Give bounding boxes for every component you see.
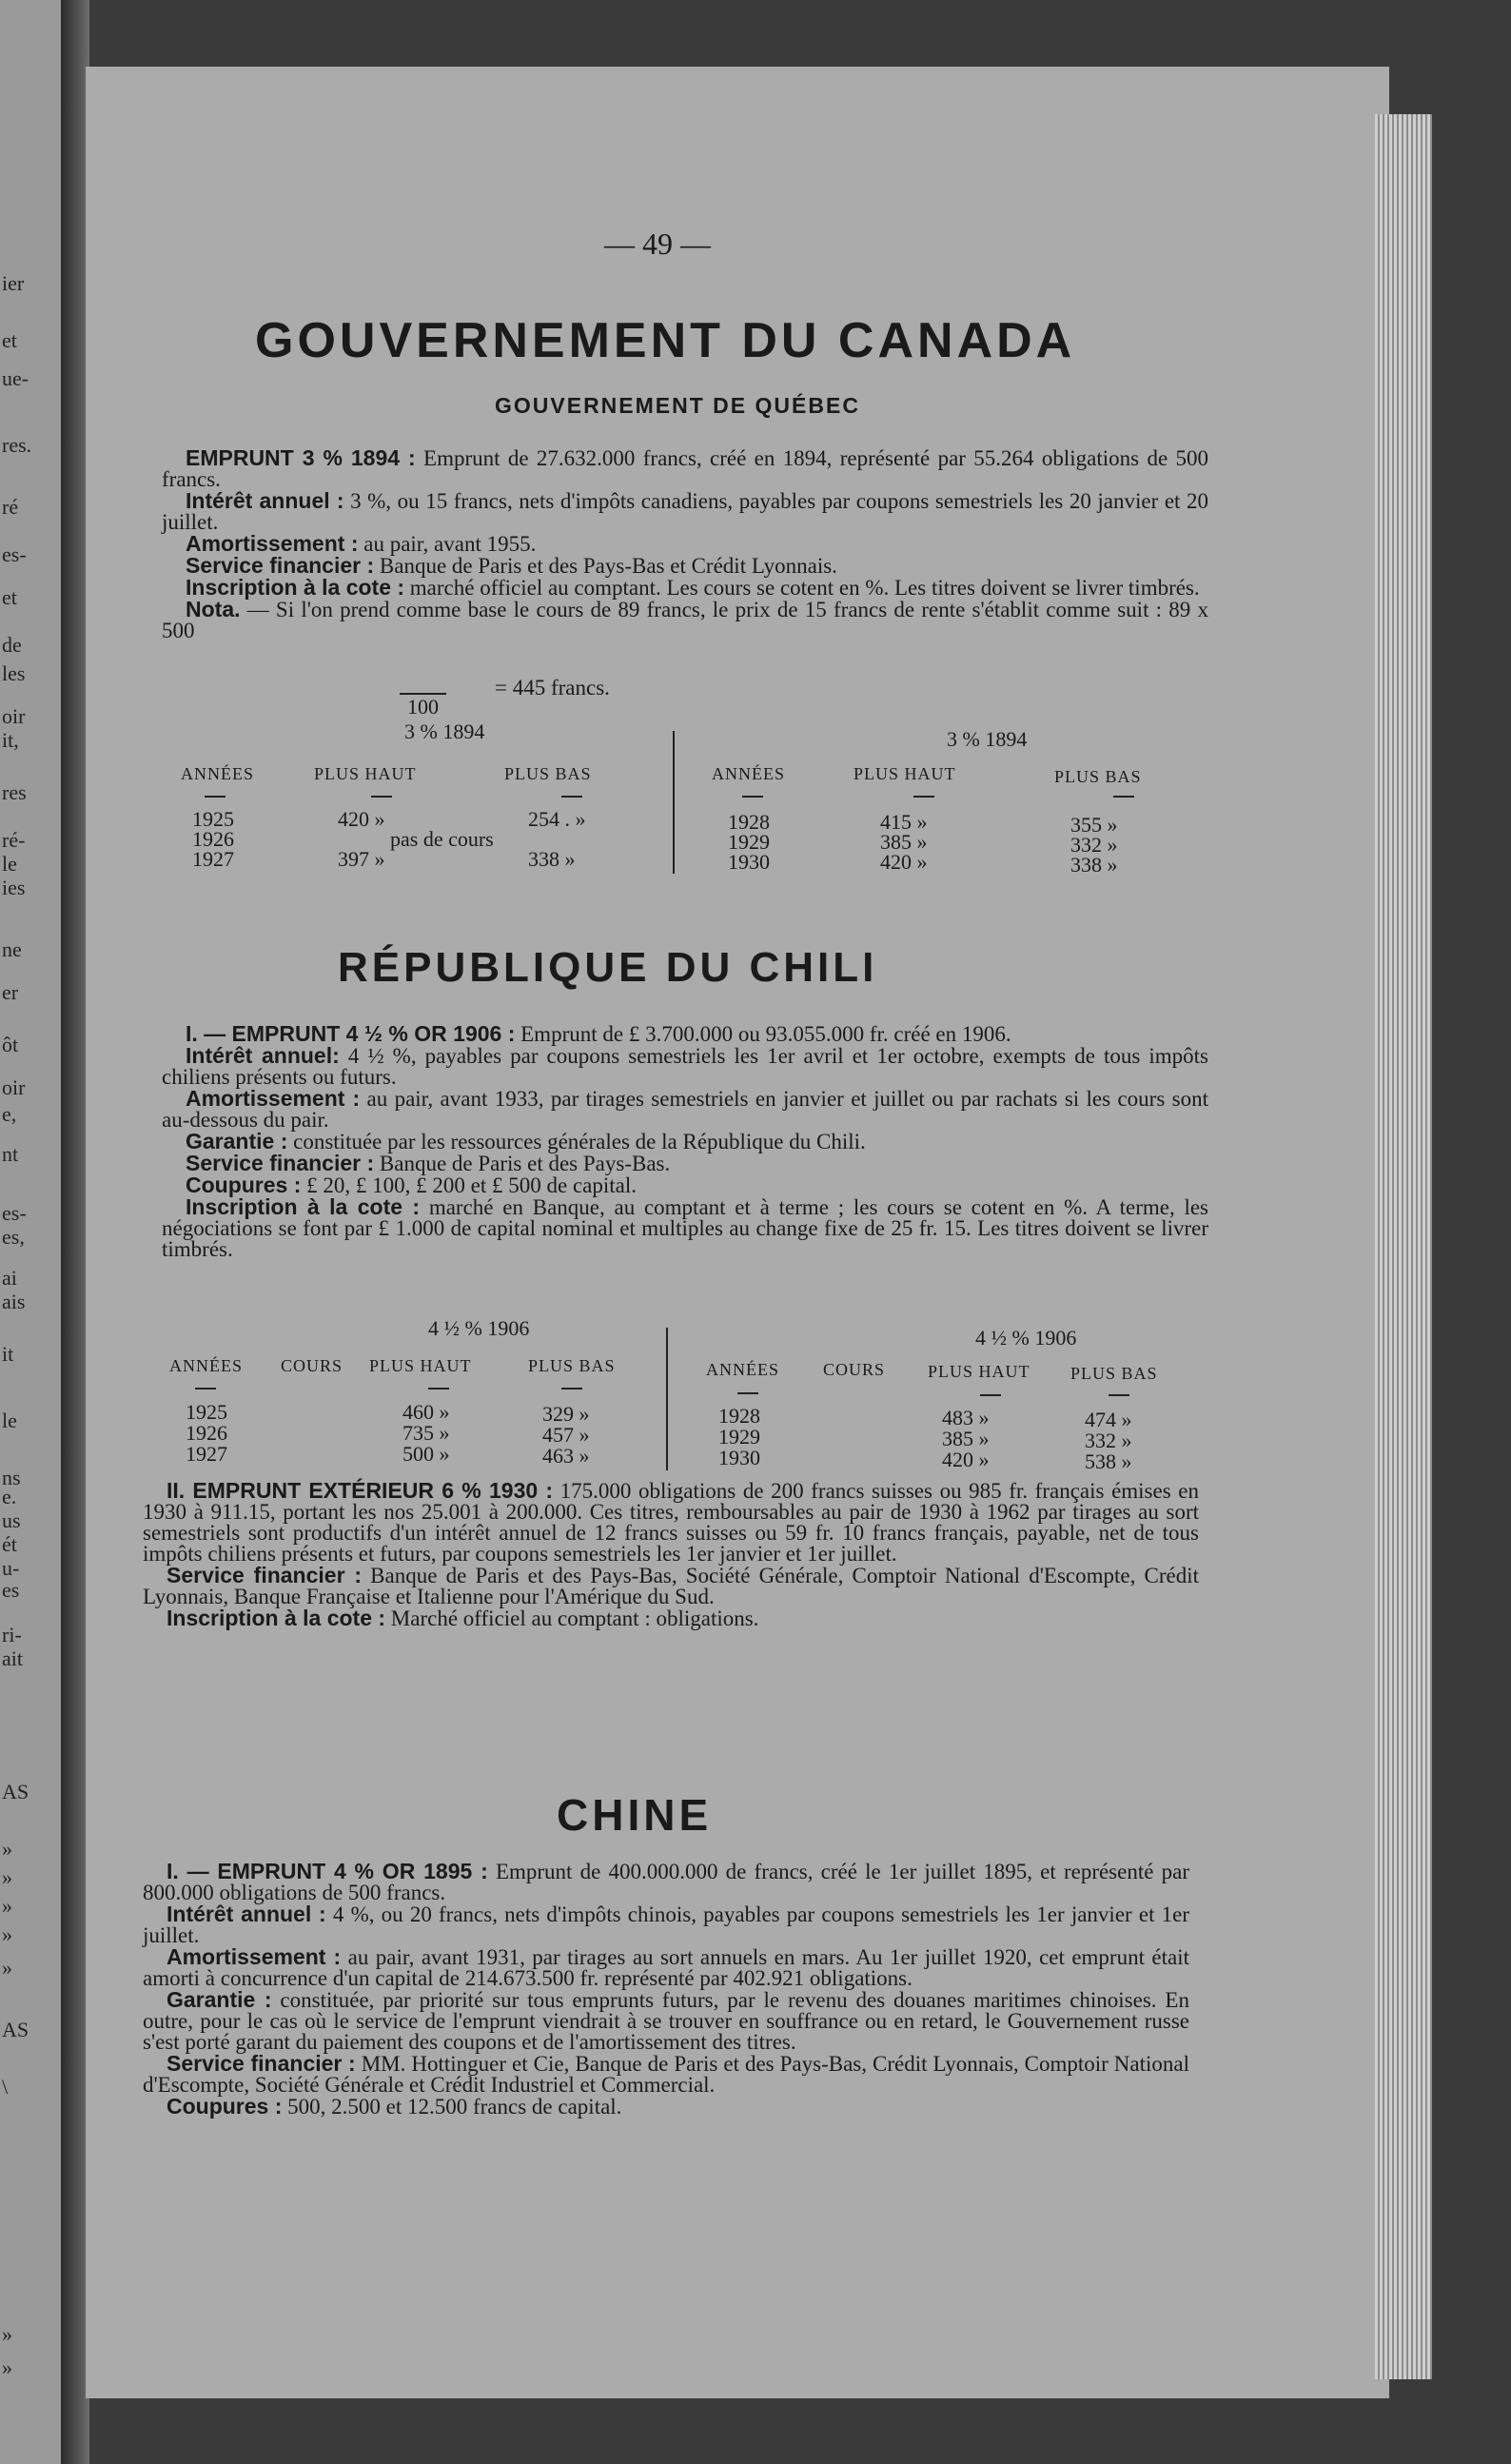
- paragraph: [162, 577, 1208, 599]
- year: 1929: [718, 1425, 760, 1449]
- col-years-right: ANNÉES: [706, 1360, 779, 1379]
- col-high-right: PLUS HAUT: [854, 764, 956, 783]
- margin-fragment: »: [2, 1922, 12, 1946]
- divider: [561, 1388, 582, 1390]
- margin-fragment: ét: [2, 1532, 17, 1556]
- text: £ 20, £ 100, £ 200 et £ 500 de capital.: [301, 1173, 637, 1197]
- section-title-canada: GOUVERNEMENT DU CANADA: [255, 313, 1076, 368]
- adjacent-page-edge: [0, 0, 61, 2464]
- lead: Inscription à la cote :: [186, 1194, 421, 1219]
- page-edges: [1375, 114, 1432, 2379]
- paragraph: [143, 1946, 1189, 1989]
- margin-fragment: us: [2, 1508, 21, 1532]
- year: 1930: [728, 850, 770, 874]
- group-label-left: 3 % 1894: [404, 719, 485, 743]
- divider: [980, 1394, 1001, 1396]
- col-cours: COURS: [281, 1356, 343, 1375]
- year: 1928: [718, 1404, 760, 1428]
- paragraph: [143, 1903, 1189, 1946]
- margin-fragment: er: [2, 980, 19, 1004]
- margin-fragment: ns: [2, 1466, 21, 1489]
- text: 4 %, ou 20 francs, nets d'impôts chinois, payables par coupons semestriels les 1er janvier et 1er juillet.: [143, 1902, 1190, 1947]
- paragraph: [143, 1861, 1189, 1903]
- paragraph: [162, 1023, 1208, 1045]
- paragraph: [162, 1153, 1208, 1174]
- col-low-right: PLUS BAS: [1054, 767, 1142, 786]
- lead: Service financier :: [167, 2051, 356, 2076]
- margin-fragment: oir: [2, 1075, 26, 1099]
- text: MM. Hottinguer et Cie, Banque de Paris et des Pays-Bas, Crédit Lyonnais, Comptoir National d'Escompte, Société Générale et Crédit Industriel et Commercial.: [143, 2052, 1189, 2097]
- col-years: ANNÉES: [181, 764, 254, 783]
- year: 1925: [192, 807, 234, 831]
- year: 1927: [186, 1442, 227, 1466]
- col-low-right: PLUS BAS: [1070, 1364, 1158, 1383]
- margin-fragment: oir: [2, 704, 26, 728]
- text: Emprunt de £ 3.700.000 ou 93.055.000 fr. créé en 1906.: [515, 1022, 1011, 1046]
- margin-fragment: AS: [2, 1780, 29, 1804]
- formula-denominator: 100: [400, 693, 446, 719]
- col-cours-right: COURS: [823, 1360, 886, 1379]
- margin-fragment: ies: [2, 876, 26, 899]
- divider: [561, 796, 582, 798]
- low: 332 »: [1070, 833, 1118, 857]
- margin-fragment: le: [2, 1409, 17, 1432]
- lead: Service financier :: [167, 1563, 362, 1587]
- lead: Garantie :: [186, 1129, 288, 1153]
- lead: Service financier :: [186, 1151, 375, 1175]
- divider: [913, 796, 934, 798]
- lead: I. — EMPRUNT 4 ½ % OR 1906 :: [186, 1021, 516, 1046]
- paragraph: [162, 1088, 1208, 1131]
- text: marché officiel au comptant. Les cours se cotent en %. Les titres doivent se livrer timbrés.: [404, 576, 1200, 600]
- text: constituée par les ressources générales de la République du Chili.: [287, 1130, 866, 1153]
- canada-table: [171, 721, 1218, 893]
- margin-fragment: ai: [2, 1266, 17, 1290]
- paragraph: [143, 1480, 1199, 1565]
- high: 500 »: [402, 1442, 450, 1466]
- margin-fragment: »: [2, 2356, 12, 2379]
- margin-fragment: \: [2, 2075, 9, 2099]
- year: 1925: [186, 1400, 227, 1424]
- margin-fragment: it,: [2, 728, 19, 752]
- paragraph: [162, 1174, 1208, 1196]
- lead: Amortissement :: [186, 1086, 361, 1111]
- paragraph: [143, 1565, 1199, 1607]
- divider: [1113, 796, 1134, 798]
- lead: Garantie :: [167, 1987, 272, 2012]
- high: 735 »: [402, 1421, 450, 1445]
- margin-fragment: es-: [2, 1201, 27, 1225]
- text: Banque de Paris et des Pays-Bas, Société Générale, Comptoir National d'Escompte, Crédit Lyonnais, Banque Française et Italienne pour l'Amérique du Sud.: [143, 1564, 1199, 1608]
- col-high-right: PLUS HAUT: [928, 1362, 1030, 1381]
- text: constituée, par priorité sur tous emprunts futurs, par le revenu des douanes maritimes chinoises. En outre, pour le cas où le service de l'emprunt viendrait à se trouver en souffrance ou en retard, le Gouvernement russe s'est porté garant du paiement des coupons et de l'amortissement des titres.: [143, 1988, 1189, 2054]
- lead: Nota.: [186, 597, 241, 621]
- margin-fragment: de: [2, 633, 22, 657]
- divider: [428, 1388, 449, 1390]
- lead: Intérêt annuel :: [167, 1902, 326, 1926]
- high: 460 »: [402, 1400, 450, 1424]
- text: 4 ½ %, payables par coupons semestriels les 1er avril et 1er octobre, exempts de tous impôts chiliens présents ou futurs.: [162, 1044, 1208, 1089]
- col-years: ANNÉES: [169, 1356, 243, 1375]
- margin-fragment: »: [2, 1956, 12, 1980]
- lead: II. EMPRUNT EXTÉRIEUR 6 % 1930 :: [167, 1478, 554, 1503]
- margin-fragment: les: [2, 661, 26, 685]
- col-low: PLUS BAS: [504, 764, 592, 783]
- divider: [742, 796, 763, 798]
- lead: Service financier :: [186, 553, 375, 578]
- paragraph: [162, 599, 1208, 641]
- paragraph: [162, 1196, 1208, 1260]
- text: au pair, avant 1955.: [358, 532, 537, 556]
- margin-fragment: e.: [2, 1485, 17, 1508]
- margin-fragment: ôt: [2, 1033, 19, 1056]
- year: 1929: [728, 830, 770, 854]
- high: 420 »: [942, 1448, 990, 1471]
- margin-fragment: es: [2, 1578, 20, 1602]
- divider: [195, 1388, 216, 1390]
- margin-fragment: »: [2, 1837, 12, 1861]
- year: 1927: [192, 847, 234, 871]
- lead: Intérêt annuel :: [186, 488, 344, 513]
- margin-fragment: it: [2, 1342, 14, 1366]
- high: 483 »: [942, 1406, 990, 1429]
- paragraph: [143, 2053, 1189, 2096]
- col-low: PLUS BAS: [528, 1356, 616, 1375]
- paragraph: [162, 447, 1208, 490]
- table-divider: [673, 731, 675, 874]
- text: 3 %, ou 15 francs, nets d'impôts canadiens, payables par coupons semestriels les 20 janvier et 20 juillet.: [162, 489, 1208, 534]
- margin-fragment: et: [2, 328, 17, 352]
- section-title-chine: CHINE: [557, 1790, 713, 1840]
- lead: Inscription à la cote :: [186, 575, 405, 600]
- section-title-chili: RÉPUBLIQUE DU CHILI: [338, 944, 878, 991]
- low: 329 »: [542, 1402, 590, 1426]
- chili-text-2: [143, 1480, 1199, 1629]
- low: 332 »: [1085, 1429, 1132, 1452]
- lead: Inscription à la cote :: [167, 1606, 386, 1630]
- lead: Intérêt annuel:: [186, 1043, 340, 1068]
- margin-fragment: le: [2, 852, 17, 876]
- paragraph: [162, 555, 1208, 577]
- high: 385 »: [880, 830, 928, 854]
- low: 254 . »: [528, 807, 586, 831]
- group-label-left: 4 ½ % 1906: [428, 1316, 530, 1340]
- high: 397 »: [338, 847, 385, 871]
- lead: EMPRUNT 3 % 1894 :: [186, 445, 416, 470]
- col-high: PLUS HAUT: [369, 1356, 472, 1375]
- margin-fragment: »: [2, 2322, 12, 2346]
- text: Marché officiel au comptant : obligations.: [385, 1607, 759, 1630]
- text: — Si l'on prend comme base le cours de 89 francs, le prix de 15 francs de rente s'établit comme suit : 89 x 500: [162, 598, 1208, 642]
- table-divider: [666, 1328, 668, 1470]
- paragraph: [162, 1045, 1208, 1088]
- lead: Coupures :: [167, 2094, 283, 2119]
- margin-fragment: ri-: [2, 1623, 22, 1646]
- margin-fragment: e,: [2, 1102, 17, 1126]
- divider: [371, 796, 392, 798]
- low: 457 »: [542, 1423, 590, 1447]
- text: au pair, avant 1933, par tirages semestriels en janvier et juillet ou par rachats si les cours sont au-dessous du pair.: [162, 1087, 1209, 1132]
- high: 420 »: [338, 807, 385, 831]
- chine-text: [143, 1861, 1189, 2118]
- formula-result: = 445 francs.: [495, 676, 610, 700]
- lead: I. — EMPRUNT 4 % OR 1895 :: [167, 1859, 488, 1883]
- margin-fragment: ue-: [2, 366, 29, 390]
- margin-fragment: »: [2, 1894, 12, 1918]
- low: 474 »: [1085, 1408, 1132, 1431]
- text: marché en Banque, au comptant et à terme ; les cours se cotent en %. A terme, les négociations se font par £ 1.000 de capital nominal et multiples au change fixe de 25 fr. 15. Les titres doivent se livrer timbrés.: [162, 1195, 1209, 1261]
- margin-fragment: ais: [2, 1290, 26, 1313]
- year: 1926: [186, 1421, 227, 1445]
- margin-fragment: es,: [2, 1225, 25, 1249]
- group-label-right: 4 ½ % 1906: [975, 1326, 1077, 1350]
- paragraph: [162, 533, 1208, 555]
- margin-fragment: ne: [2, 937, 22, 961]
- chili-table: [152, 1318, 1227, 1489]
- lead: Coupures :: [186, 1173, 302, 1197]
- divider: [737, 1392, 758, 1394]
- high: 385 »: [942, 1427, 990, 1450]
- paragraph: [162, 490, 1208, 533]
- low: 355 »: [1070, 813, 1118, 837]
- section-subtitle-quebec: GOUVERNEMENT DE QUÉBEC: [495, 393, 860, 418]
- margin-fragment: ait: [2, 1646, 23, 1670]
- text: 500, 2.500 et 12.500 francs de capital.: [282, 2095, 622, 2119]
- col-high: PLUS HAUT: [314, 764, 417, 783]
- divider: [205, 796, 226, 798]
- margin-fragment: es-: [2, 542, 27, 566]
- page-number: — 49 —: [604, 227, 711, 261]
- canada-text: [162, 447, 1208, 641]
- margin-fragment: res.: [2, 433, 32, 457]
- high: 420 »: [880, 850, 928, 874]
- chili-text: [162, 1023, 1208, 1260]
- paragraph: [143, 1989, 1189, 2053]
- text: au pair, avant 1931, par tirages au sort annuels en mars. Au 1er juillet 1920, cet emprunt était amorti à concurrence d'un capital de 214.673.500 fr. représenté par 402.921 obligations.: [143, 1945, 1190, 1990]
- group-label-right: 3 % 1894: [947, 727, 1028, 751]
- margin-fragment: AS: [2, 2018, 29, 2041]
- margin-fragment: nt: [2, 1142, 19, 1166]
- lead: Amortissement :: [167, 1944, 342, 1969]
- paragraph: [162, 1131, 1208, 1153]
- margin-fragment: res: [2, 780, 27, 804]
- low: 338 »: [1070, 853, 1118, 877]
- divider: [1109, 1394, 1129, 1396]
- margin-fragment: ré-: [2, 828, 26, 852]
- margin-fragment: et: [2, 585, 17, 609]
- margin-fragment: ré: [2, 495, 19, 519]
- margin-fragment: ier: [2, 271, 25, 295]
- high: pas de cours: [390, 827, 494, 851]
- text: 175.000 obligations de 200 francs suisses ou 985 fr. français émises en 1930 à 911.15, portant les nos 25.001 à 200.000. Ces titres, remboursables au pair de 1930 à 1962 par tirages au sort semestriels sont productifs d'un intérêt annuel de 12 francs suisses ou 59 fr. 10 francs français, payable, net de tous impôts chiliens présents et futurs, par coupons semestriels les 1er janvier et 1er juillet.: [143, 1479, 1199, 1566]
- col-years-right: ANNÉES: [712, 764, 785, 783]
- text: Emprunt de 27.632.000 francs, créé en 1894, représenté par 55.264 obligations de 500 francs.: [162, 446, 1208, 491]
- low: 538 »: [1085, 1449, 1132, 1473]
- low: 338 »: [528, 847, 576, 871]
- text: Emprunt de 400.000.000 de francs, créé le 1er juillet 1895, et représenté par 800.000 obligations de 500 francs.: [143, 1860, 1189, 1904]
- margin-fragment: »: [2, 1865, 12, 1889]
- lead: Amortissement :: [186, 531, 359, 556]
- paragraph: [143, 2096, 1189, 2118]
- high: 415 »: [880, 810, 928, 834]
- low: 463 »: [542, 1444, 590, 1468]
- margin-fragment: u-: [2, 1556, 20, 1580]
- text: Banque de Paris et des Pays-Bas et Crédit Lyonnais.: [374, 554, 837, 578]
- year: 1928: [728, 810, 770, 834]
- year: 1930: [718, 1446, 760, 1469]
- text: Banque de Paris et des Pays-Bas.: [374, 1152, 671, 1175]
- year: 1926: [192, 827, 234, 851]
- paragraph: [143, 1607, 1199, 1629]
